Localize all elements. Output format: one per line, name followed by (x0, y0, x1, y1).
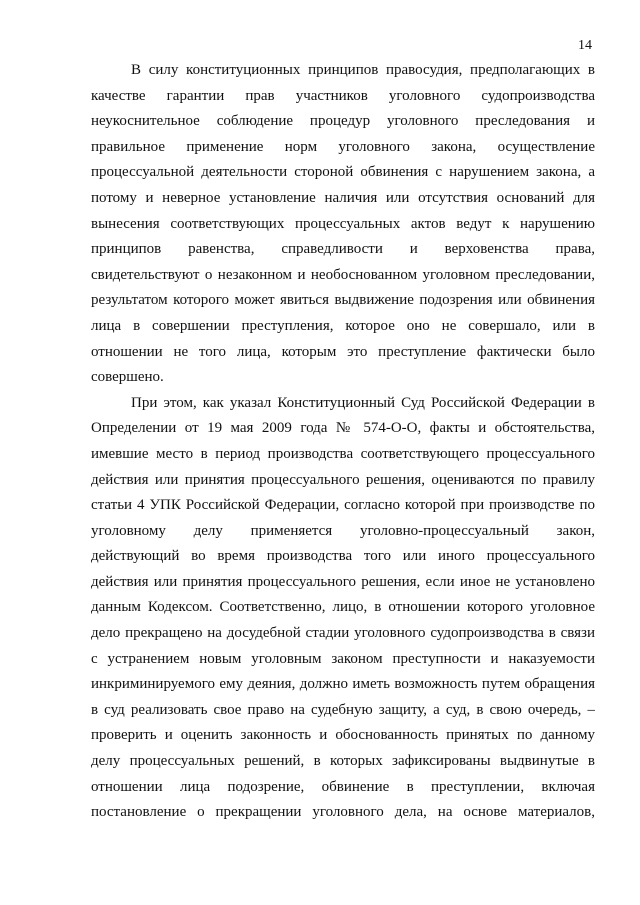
text-line: принципов равенства, справедливости и верховенства права, (91, 241, 595, 258)
text-line: инкриминируемого ему деяния, должно иметь возможность путем обращения (91, 676, 595, 693)
text-line: Определении от 19 мая 2009 года № 574-О-О, факты и обстоятельства, (91, 420, 595, 437)
text-line: качестве гарантии прав участников уголовного судопроизводства (91, 87, 595, 104)
document-body (91, 58, 595, 826)
text-line: При этом, как указал Конституционный Суд Российской Федерации в (131, 394, 595, 411)
text-line: проверить и оценить законность и обоснованность принятых по данному (91, 727, 595, 744)
text-line: процессуальной деятельности стороной обвинения с нарушением закона, а (91, 164, 595, 181)
text-line: действия или принятия процессуального решения, если иное не установлено (91, 573, 595, 590)
text-line: совершено. (91, 369, 164, 386)
text-line: отношении не того лица, которым это преступление фактически было (91, 343, 595, 360)
page-number: 14 (578, 38, 592, 53)
text-line: имевшие место в период производства соответствующего процессуального (91, 445, 595, 462)
text-line: действия или принятия процессуального решения, оцениваются по правилу (91, 471, 595, 488)
text-line: в суд реализовать свое право на судебную защиту, а суд, в свою очередь, – (91, 701, 595, 718)
text-line: правильное применение норм уголовного закона, осуществление (91, 138, 595, 155)
text-line: с устранением новым уголовным законом преступности и наказуемости (91, 650, 595, 667)
text-line: неукоснительное соблюдение процедур уголовного преследования и (91, 113, 595, 130)
paragraph-1 (91, 58, 595, 391)
text-line: дело прекращено на досудебной стадии уголовного судопроизводства в связи (91, 625, 595, 642)
text-line: статьи 4 УПК Российской Федерации, согласно которой при производстве по (91, 497, 595, 514)
text-line: В силу конституционных принципов правосудия, предполагающих в (131, 62, 595, 78)
paragraph-2 (91, 391, 595, 826)
text-line: свидетельствуют о незаконном и необоснованном уголовном преследовании, (91, 266, 595, 283)
text-line: результатом которого может явиться выдвижение подозрения или обвинения (91, 292, 595, 309)
text-line: уголовному делу применяется уголовно-процессуальный закон, (91, 522, 595, 539)
text-line: вынесения соответствующих процессуальных актов ведут к нарушению (91, 215, 595, 232)
text-line: постановление о прекращении уголовного дела, на основе материалов, (91, 804, 595, 821)
text-line: делу процессуальных решений, в которых зафиксированы выдвинутые в (91, 753, 595, 770)
text-line: данным Кодексом. Соответственно, лицо, в отношении которого уголовное (91, 599, 595, 616)
text-line: отношении лица подозрение, обвинение в преступлении, включая (91, 778, 595, 795)
text-line: лица в совершении преступления, которое оно не совершало, или в (91, 317, 595, 334)
text-line: потому и неверное установление наличия или отсутствия оснований для (91, 189, 595, 206)
text-line: действующий во время производства того или иного процессуального (91, 548, 595, 565)
